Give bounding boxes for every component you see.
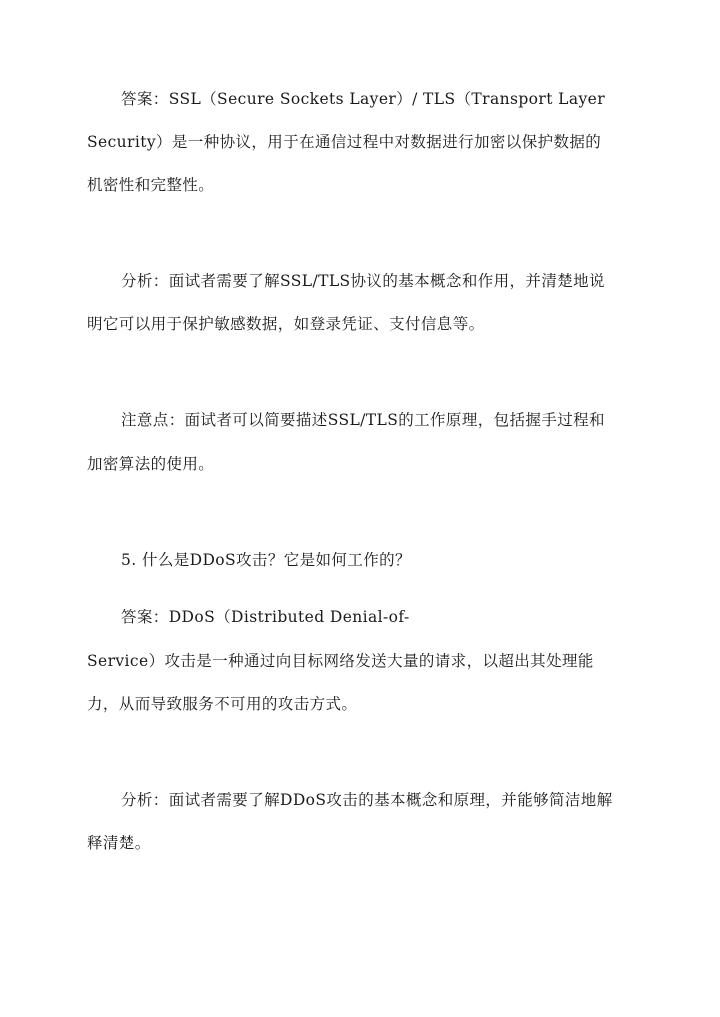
answer-ddos-line-1: 答案：DDoS（Distributed Denial-of- [121,608,410,626]
answer-ddos-line-3: 力，从而导致服务不可用的攻击方式。 [87,695,358,713]
answer-ssl-line-1: 答案：SSL（Secure Sockets Layer）/ TLS（Transport Layer [121,90,606,108]
note-ssl-line-2: 加密算法的使用。 [87,455,215,473]
question-5-heading: 5. 什么是DDoS攻击？它是如何工作的？ [121,551,411,569]
answer-ddos-line-2: Service）攻击是一种通过向目标网络发送大量的请求，以超出其处理能 [87,652,594,670]
analysis-ddos-line-1: 分析：面试者需要了解DDoS攻击的基本概念和原理，并能够简洁地解 [121,791,613,809]
analysis-ddos-line-2: 释清楚。 [87,834,151,852]
analysis-ssl-line-1: 分析：面试者需要了解SSL/TLS协议的基本概念和作用，并清楚地说 [121,272,605,290]
answer-ssl-line-3: 机密性和完整性。 [87,176,215,194]
analysis-ssl-line-2: 明它可以用于保护敏感数据，如登录凭证、支付信息等。 [87,315,485,333]
answer-ssl-line-2: Security）是一种协议，用于在通信过程中对数据进行加密以保护数据的 [87,133,602,151]
note-ssl-line-1: 注意点：面试者可以简要描述SSL/TLS的工作原理，包括握手过程和 [121,411,605,429]
